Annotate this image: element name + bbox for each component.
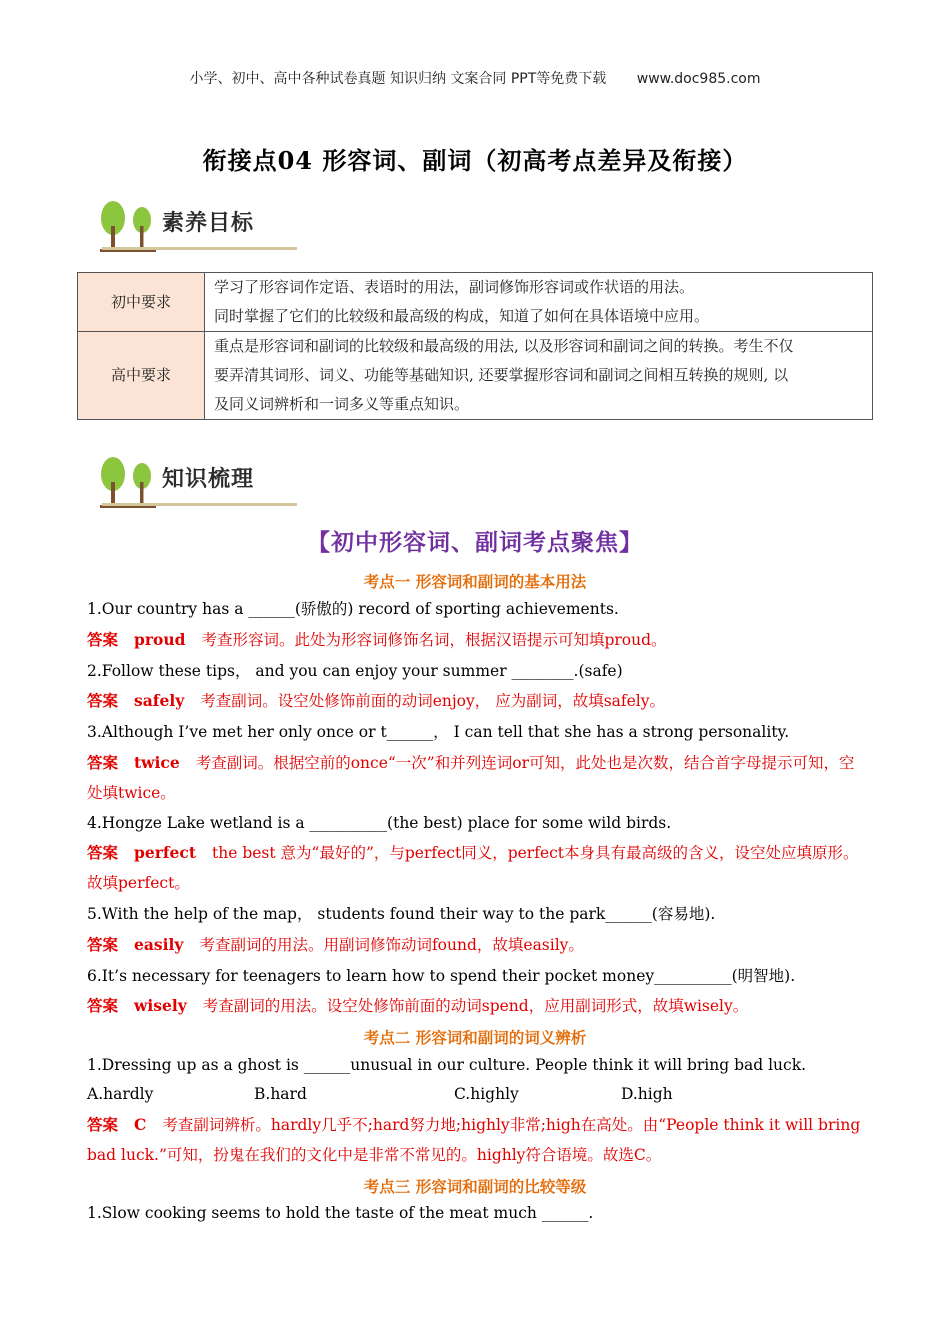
question-text: 3.Although I’ve met her only once or t______， I can tell that she has a strong personality. [87,723,790,741]
answer-key: safely [134,691,185,710]
req-line: 同时掌握了它们的比较级和最高级的构成，知道了如何在具体语境中应用。 [214,307,710,325]
answer-tag: 答案 [87,935,119,954]
page-header [0,68,950,88]
question-text: 1.Our country has a ______(骄傲的) record of sporting achievements. [87,600,619,618]
req-line: 重点是形容词和副词的比较级和最高级的用法, 以及形容词和副词之间的转换。考生不仅 [214,337,794,355]
answer-tag: 答案 [87,691,119,710]
answer-line [87,625,867,655]
answer-tag: 答案 [87,630,119,649]
req-head-senior: 高中要求 [78,332,205,420]
req-line: 及同义词辨析和一词多义等重点知识。 [214,395,470,413]
answer-key: twice [134,753,180,772]
option-d: D.high [621,1085,673,1103]
answer-line [87,838,867,898]
question-text: 5.With the help of the map， students found their way to the park______(容易地). [87,905,716,923]
question-text: 6.It’s necessary for teenagers to learn how to spend their pocket money__________(明智地). [87,967,796,985]
answer-line [87,930,867,960]
answer-explanation: 考查副词。根据空前的once“一次”和并列连词or可知，此处也是次数，结合首字母提示可知，空处填twice。 [87,754,855,802]
header-site: www.doc985.com [636,71,761,87]
option-b: B.hard [254,1085,307,1103]
req-body-junior [205,273,873,332]
section-banner-knowledge [96,452,301,510]
tree-icon [96,196,160,254]
kaodian-heading: 考点二 形容词和副词的词义辨析 [363,1028,587,1047]
question-text: 2.Follow these tips， and you can enjoy your summer ________.(safe) [87,662,623,680]
answer-explanation: the best 意为“最好的”，与perfect同义，perfect本身具有最高级的含义，设空处应填原形。故填perfect。 [87,844,859,892]
answer-key: C [134,1115,147,1134]
page-title: 衔接点04 形容词、副词（初高考点差异及衔接） [202,146,748,175]
question-text: 1.Slow cooking seems to hold the taste of the meat much ______. [87,1204,594,1222]
requirements-table [77,272,873,420]
answer-tag: 答案 [87,1115,119,1134]
section-banner-goals [96,196,301,254]
table-row [78,332,873,420]
req-body-senior [205,332,873,420]
question-text: 1.Dressing up as a ghost is ______unusual in our culture. People think it will bring bad luck. [87,1056,807,1074]
kaodian-heading: 考点一 形容词和副词的基本用法 [363,572,587,591]
answer-key: perfect [134,843,197,862]
answer-key: easily [134,935,184,954]
section-label-knowledge: 知识梳理 [162,467,255,492]
answer-tag: 答案 [87,996,119,1015]
answer-explanation: 考查副词辨析。hardly几乎不;hard努力地;highly非常;high在高处。由“People think it will bring bad luck.”可知，扮鬼在我们的文化中是非常不常见的。highly符合语境。故选C。 [87,1116,861,1164]
table-row [78,273,873,332]
answer-explanation: 考查副词。设空处修饰前面的动词enjoy， 应为副词，故填safely。 [200,692,666,710]
divider [102,247,297,250]
divider [102,503,297,506]
section-label-goals: 素养目标 [162,211,255,236]
answer-key: proud [134,630,186,649]
header-text: 小学、初中、高中各种试卷真题 知识归纳 文案合同 PPT等免费下载 [189,71,607,87]
answer-line [87,748,867,808]
answer-explanation: 考查形容词。此处为形容词修饰名词，根据汉语提示可知填proud。 [201,631,667,649]
req-line: 学习了形容词作定语、表语时的用法，副词修饰形容词或作状语的用法。 [214,278,695,296]
focus-title: 【初中形容词、副词考点聚焦】 [307,529,643,556]
tree-icon [96,452,160,510]
req-line: 要弄清其词形、词义、功能等基础知识, 还要掌握形容词和副词之间相互转换的规则, 以 [214,366,789,384]
answer-explanation: 考查副词的用法。用副词修饰动词found，故填easily。 [199,936,584,954]
answer-tag: 答案 [87,753,119,772]
question-text: 4.Hongze Lake wetland is a __________(the best) place for some wild birds. [87,814,672,832]
option-a: A.hardly [87,1085,154,1103]
answer-tag: 答案 [87,843,119,862]
option-c: C.highly [454,1085,519,1103]
req-head-junior: 初中要求 [78,273,205,332]
answer-key: wisely [134,996,187,1015]
answer-line [87,991,867,1021]
kaodian-heading: 考点三 形容词和副词的比较等级 [363,1177,587,1196]
answer-line [87,686,867,716]
answer-explanation: 考查副词的用法。设空处修饰前面的动词spend，应用副词形式，故填wisely。 [202,997,749,1015]
answer-line [87,1110,867,1170]
